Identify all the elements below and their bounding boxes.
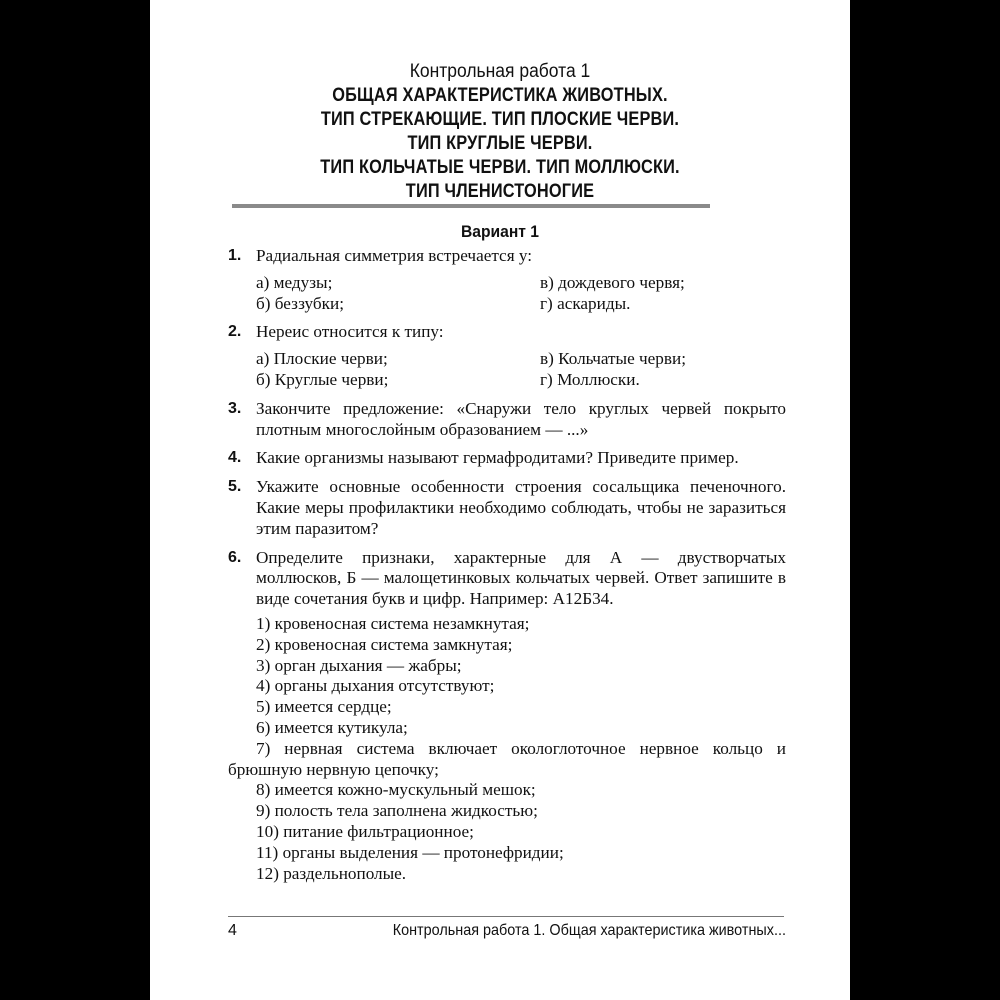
question-6 (228, 548, 786, 885)
questions-list (228, 246, 786, 892)
question-2 (228, 322, 786, 390)
feature-list (228, 613, 786, 884)
question-text: Определите признаки, характерные для А — двустворчатых моллюсков, Б — малощетинковых кольчатых червей. Ответ запишите в виде сочетания букв и цифр. Например: А12Б34. (256, 547, 786, 609)
question-5 (228, 477, 786, 539)
list-item: 10) питание фильтрационное; (256, 821, 474, 841)
question-3 (228, 399, 786, 441)
question-number: 4. (228, 449, 242, 467)
question-4 (228, 448, 786, 469)
answer-options (256, 273, 786, 315)
running-title: Контрольная работа 1. Общая характеристика животных... (392, 922, 786, 939)
question-text: Укажите основные особенности строения сосальщика печеночного. Какие меры профилактики необходимо соблюдать, чтобы не заразиться этим паразитом? (256, 477, 786, 538)
title-line-5: ТИП ЧЛЕНИСТОНОГИЕ (405, 181, 595, 202)
list-item: 5) имеется сердце; (256, 697, 392, 717)
question-number: 1. (228, 247, 242, 264)
answer-options (256, 349, 786, 391)
list-item: 7) нервная система включает окологлоточное нервное кольцо и брюшную нервную цепочку; (228, 738, 786, 779)
question-text: Нереис относится к типу: (256, 322, 444, 342)
question-number: 2. (228, 323, 242, 341)
list-item: 11) органы выделения — протонефридии; (256, 842, 564, 862)
question-text: Радиальная симметрия встречается у: (256, 246, 533, 265)
list-item: 2) кровеносная система замкнутая; (256, 634, 513, 654)
question-number: 3. (228, 399, 242, 417)
page-header (150, 60, 850, 204)
option-g: г) Моллюски. (540, 369, 640, 389)
question-text: Какие организмы называют гермафродитами? Приведите пример. (256, 448, 739, 468)
list-item: 3) орган дыхания — жабры; (256, 655, 462, 675)
page-number: 4 (228, 922, 237, 939)
option-v: в) Кольчатые черви; (540, 349, 686, 369)
header-divider (232, 204, 710, 208)
option-v: в) дождевого червя; (540, 272, 685, 292)
option-a: а) медузы; (256, 272, 333, 292)
question-number: 6. (228, 548, 242, 566)
title-line-3: ТИП КРУГЛЫЕ ЧЕРВИ. (407, 133, 593, 154)
list-item: 8) имеется кожно-мускульный мешок; (256, 780, 536, 800)
test-subtitle: Контрольная работа 1 (409, 61, 591, 82)
question-1 (228, 246, 786, 314)
variant-heading: Вариант 1 (460, 222, 539, 241)
option-b: б) Круглые черви; (256, 369, 389, 389)
title-line-4: ТИП КОЛЬЧАТЫЕ ЧЕРВИ. ТИП МОЛЛЮСКИ. (320, 157, 680, 178)
title-line-2: ТИП СТРЕКАЮЩИЕ. ТИП ПЛОСКИЕ ЧЕРВИ. (320, 109, 680, 130)
list-item: 12) раздельнополые. (256, 863, 407, 883)
list-item: 4) органы дыхания отсутствуют; (256, 676, 495, 696)
document-page (150, 0, 850, 1000)
question-number: 5. (228, 478, 242, 496)
list-item: 9) полость тела заполнена жидкостью; (256, 801, 538, 821)
footer-divider (228, 916, 784, 917)
option-b: б) беззубки; (256, 293, 344, 313)
question-text: Закончите предложение: «Снаружи тело круглых червей покрыто плотным многослойным образованием — ...» (256, 398, 786, 439)
list-item: 6) имеется кутикула; (256, 717, 408, 737)
option-a: а) Плоские черви; (256, 349, 388, 369)
list-item: 1) кровеносная система незамкнутая; (256, 613, 530, 633)
option-g: г) аскариды. (540, 293, 631, 313)
title-line-1: ОБЩАЯ ХАРАКТЕРИСТИКА ЖИВОТНЫХ. (332, 85, 668, 106)
